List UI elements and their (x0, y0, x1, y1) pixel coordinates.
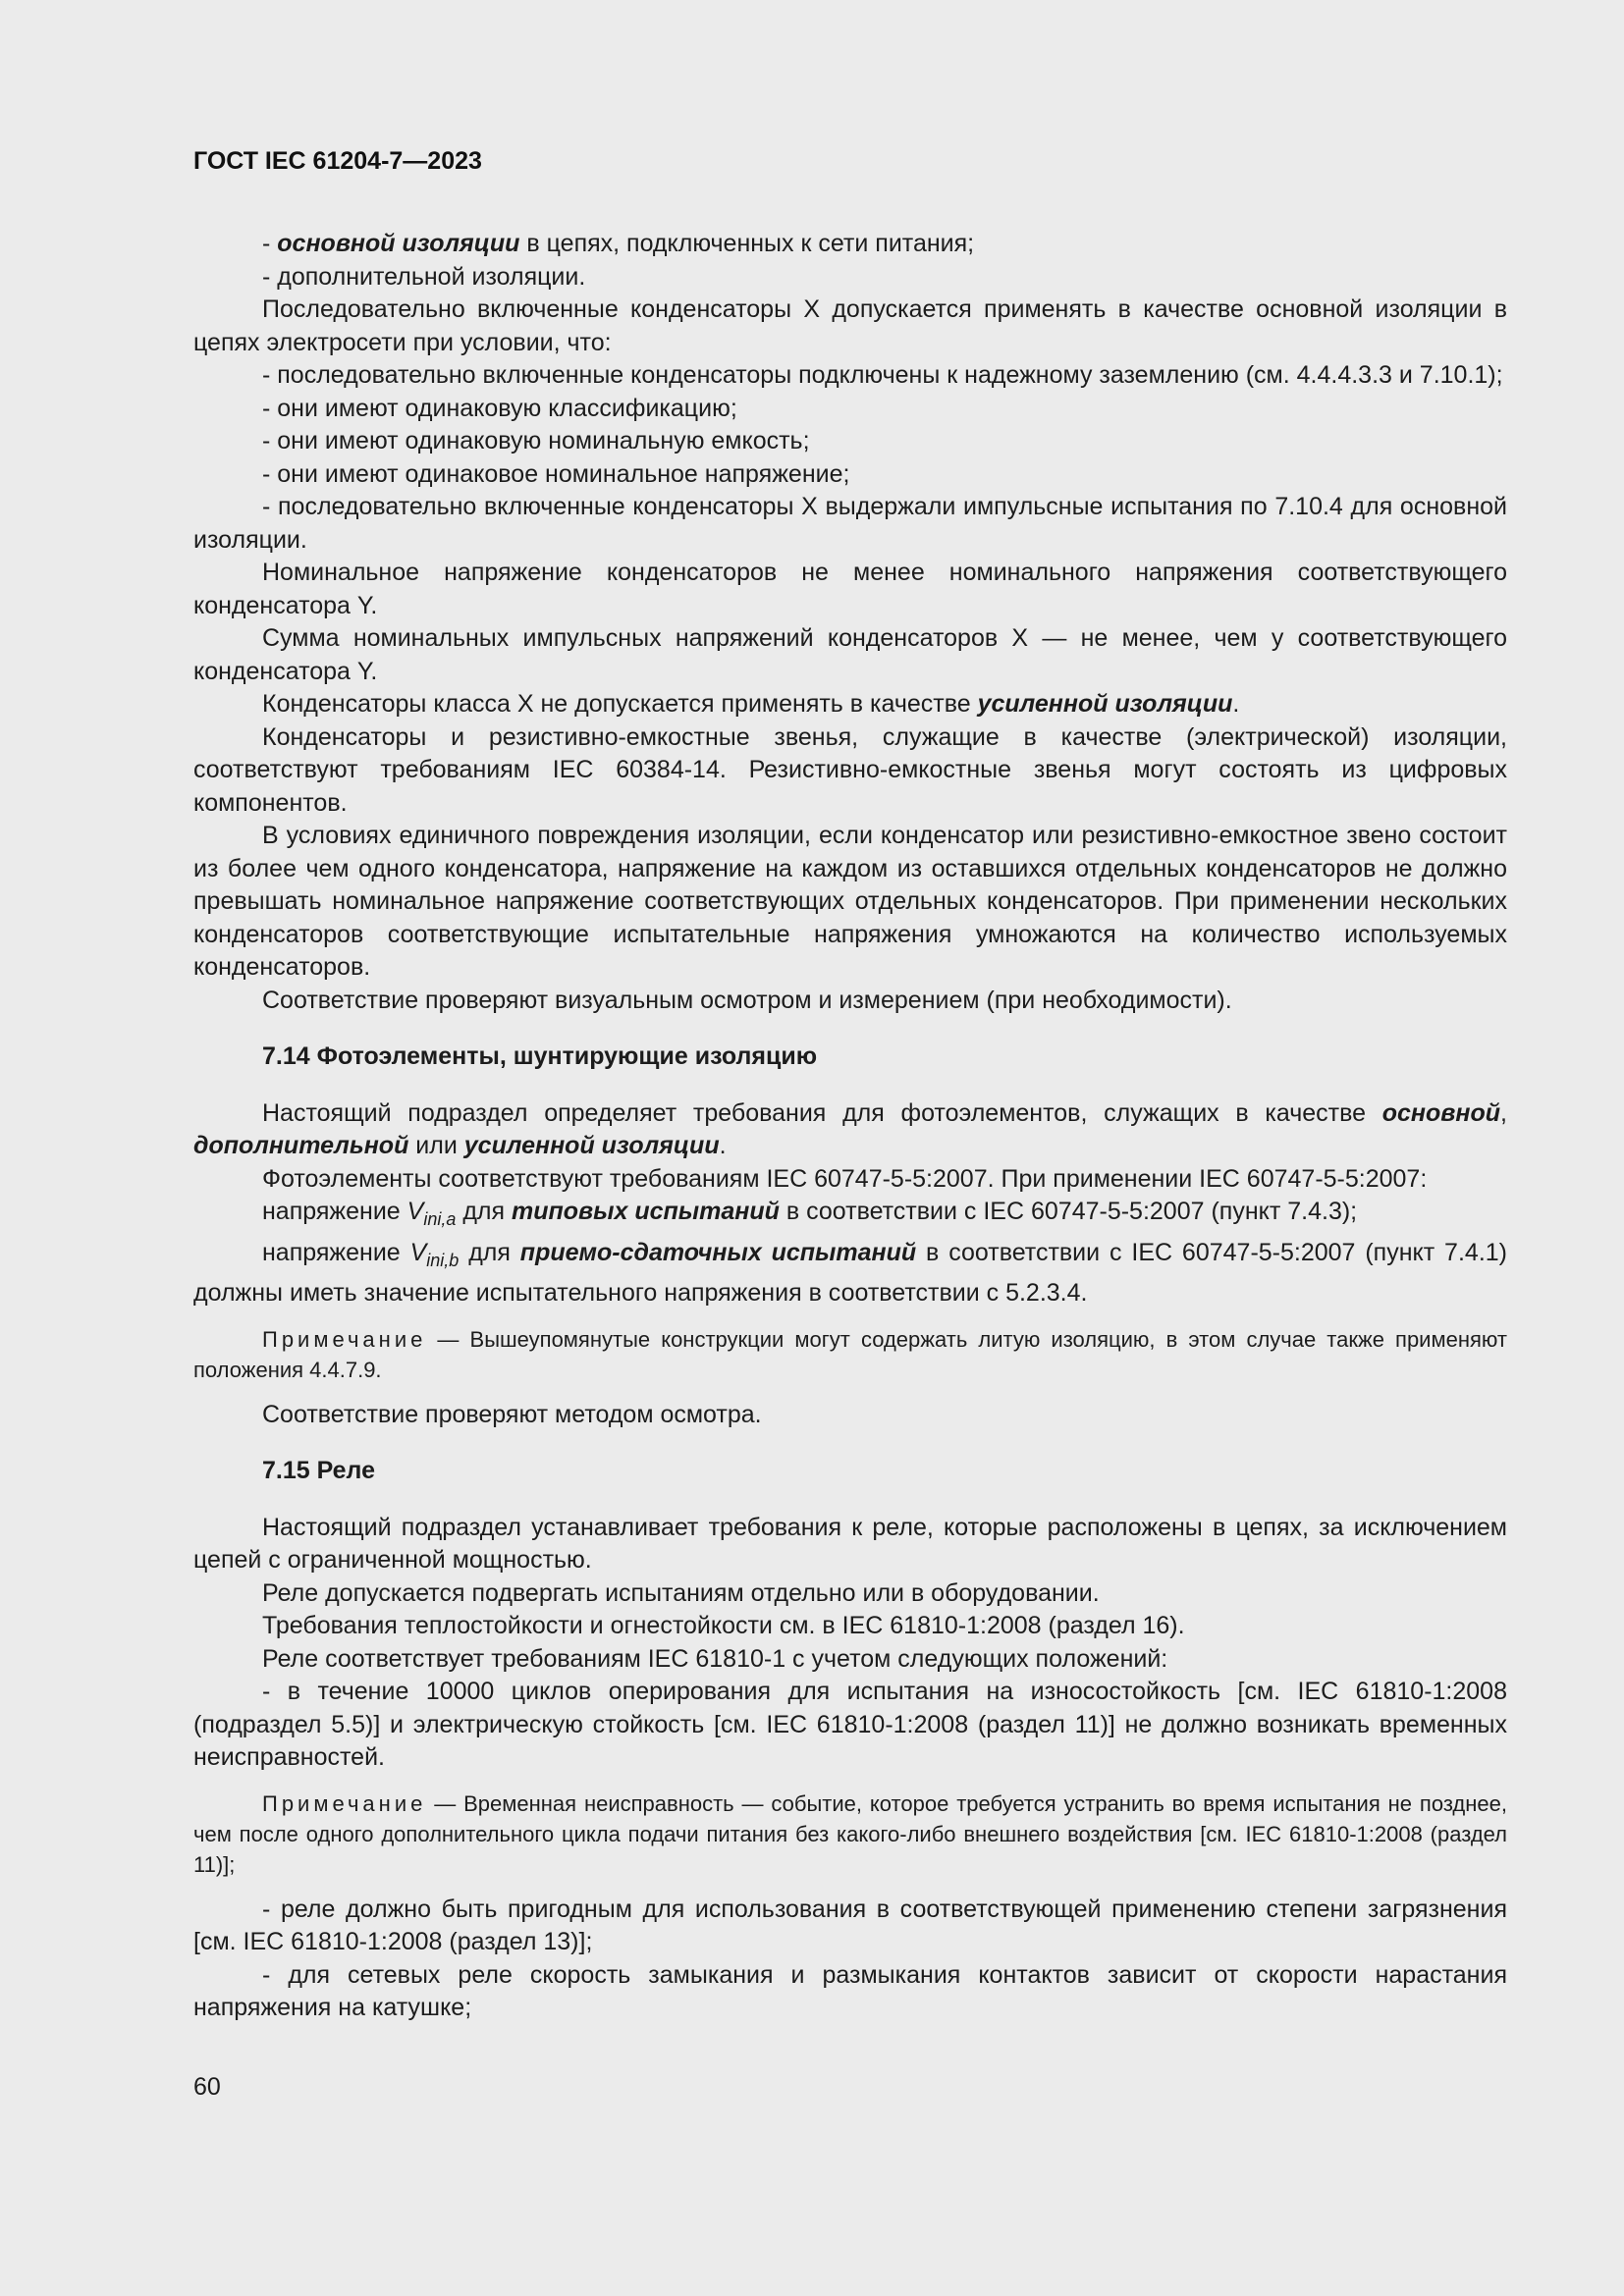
list-item: - они имеют одинаковую номинальную емкость; (262, 427, 810, 454)
section-heading-7-14: 7.14 Фотоэлементы, шунтирующие изоляцию (262, 1042, 818, 1070)
paragraph: Номинальное напряжение конденсаторов не менее номинального напряжения соответствующего конденсатора Y. (193, 559, 1507, 619)
text: напряжение (262, 1238, 410, 1266)
text: Конденсаторы класса X не допускается применять в качестве (262, 690, 978, 718)
note (193, 1324, 1507, 1385)
emphasis: дополнительной (193, 1132, 409, 1159)
note-text: — Вышеупомянутые конструкции могут содержать литую изоляцию, в этом случае также применяют положения 4.4.7.9. (193, 1326, 1507, 1382)
text: , (1500, 1098, 1507, 1127)
list-item: - они имеют одинаковое номинальное напряжение; (262, 459, 850, 488)
note-label: Примечание (262, 1326, 427, 1352)
note-text: — Временная неисправность — событие, которое требуется устранить во время испытания не позднее, чем после одного дополнительного цикла подачи питания без какого-либо внешнего воздействия [см. IEC 61810-1:2008 (раздел 11)]; (193, 1790, 1507, 1877)
paragraph: Соответствие проверяют методом осмотра. (262, 1400, 762, 1428)
paragraph: Сумма номинальных импульсных напряжений конденсаторов X — не менее, чем у соответствующего конденсатора Y. (193, 624, 1507, 685)
paragraph: Последовательно включенные конденсаторы X допускается применять в качестве основной изоляции в цепях электросети при условии, что: (193, 295, 1507, 356)
list-item: - в течение 10000 циклов оперирования для испытания на износостойкость [см. IEC 61810-1:2008 (подраздел 5.5)] и электрическую стойкость [см. IEC 61810-1:2008 (раздел 11)] не должно возникать временных неисправностей. (193, 1678, 1507, 1771)
page-number: 60 (193, 2073, 221, 2101)
text: . (719, 1132, 727, 1159)
text: в соответствии с IEC 60747-5-5:2007 (пункт 7.4.1) должны иметь значение испытательного напряжения в соответствии с 5.2.3.4. (193, 1238, 1507, 1307)
list-item: - реле должно быть пригодным для использования в соответствующей применению степени загрязнения [см. IEC 61810-1:2008 (раздел 13)]; (193, 1895, 1507, 1955)
list-item: - для сетевых реле скорость замыкания и размыкания контактов зависит от скорости нарастания напряжения на катушке; (193, 1960, 1507, 2021)
list-item (193, 228, 1507, 261)
paragraph: Соответствие проверяют визуальным осмотром и измерением (при необходимости). (262, 986, 1232, 1014)
emphasis: усиленной изоляции (977, 690, 1233, 718)
list-item: - они имеют одинаковую классификацию; (262, 394, 737, 422)
paragraph (193, 1196, 1507, 1237)
paragraph (193, 1097, 1507, 1163)
variable-subscript: ini,a (423, 1209, 457, 1229)
section-heading-7-15: 7.15 Реле (262, 1457, 376, 1484)
paragraph: Реле соответствует требованиям IEC 61810-1 с учетом следующих положений: (262, 1644, 1168, 1673)
variable-subscript: ini,b (426, 1250, 460, 1270)
note (193, 1789, 1507, 1880)
text: для (456, 1198, 512, 1225)
emphasis: основной (1381, 1098, 1501, 1127)
paragraph: Требования теплостойкости и огнестойкости см. в IEC 61810-1:2008 (раздел 16). (262, 1612, 1185, 1639)
variable: V (409, 1238, 427, 1266)
paragraph: Настоящий подраздел устанавливает требования к реле, которые расположены в цепях, за исключением цепей с ограниченной мощностью. (193, 1513, 1507, 1574)
document-body (193, 228, 1507, 2025)
list-dash: - (262, 230, 278, 257)
variable: V (406, 1198, 424, 1225)
paragraph: В условиях единичного повреждения изоляции, если конденсатор или резистивно-емкостное звено состоит из более чем одного конденсатора, напряжение на каждом из оставшихся отдельных конденсаторов не должно превышать номинальное напряжение соответствующих отдельных конденсаторов. При применении нескольких конденсаторов соответствующие испытательные напряжения умножаются на количество используемых конденсаторов. (193, 822, 1507, 981)
note-label: Примечание (262, 1790, 427, 1816)
emphasis: усиленной изоляции (463, 1132, 720, 1159)
text: для (459, 1238, 520, 1266)
text: напряжение (262, 1198, 407, 1225)
text: в соответствии с IEC 60747-5-5:2007 (пункт 7.4.3); (779, 1198, 1358, 1225)
list-item: - последовательно включенные конденсаторы X выдержали импульсные испытания по 7.10.4 для основной изоляции. (193, 493, 1507, 554)
paragraph (193, 688, 1507, 721)
text: Настоящий подраздел определяет требования для фотоэлементов, служащих в качестве (262, 1098, 1382, 1127)
list-item: - последовательно включенные конденсаторы подключены к надежному заземлению (см. 4.4.4.3.3 и 7.10.1); (262, 361, 1503, 389)
paragraph: Фотоэлементы соответствуют требованиям IEC 60747-5-5:2007. При применении IEC 60747-5-5:2007: (262, 1164, 1428, 1193)
emphasis: основной изоляции (277, 230, 520, 257)
emphasis: приемо-сдаточных испытаний (519, 1238, 917, 1266)
paragraph: Реле допускается подвергать испытаниям отдельно или в оборудовании. (262, 1578, 1100, 1607)
text: . (1232, 690, 1240, 718)
list-item: - дополнительной изоляции. (262, 262, 586, 291)
text: в цепях, подключенных к сети питания; (519, 230, 975, 257)
paragraph (193, 1237, 1507, 1310)
emphasis: типовых испытаний (511, 1198, 780, 1225)
text: или (408, 1132, 464, 1159)
document-header: ГОСТ IEC 61204-7—2023 (193, 147, 482, 175)
paragraph: Конденсаторы и резистивно-емкостные звенья, служащие в качестве (электрической) изоляции, соответствуют требованиям IEC 60384-14. Резистивно-емкостные звенья могут состоять из цифровых компонентов. (193, 722, 1507, 817)
